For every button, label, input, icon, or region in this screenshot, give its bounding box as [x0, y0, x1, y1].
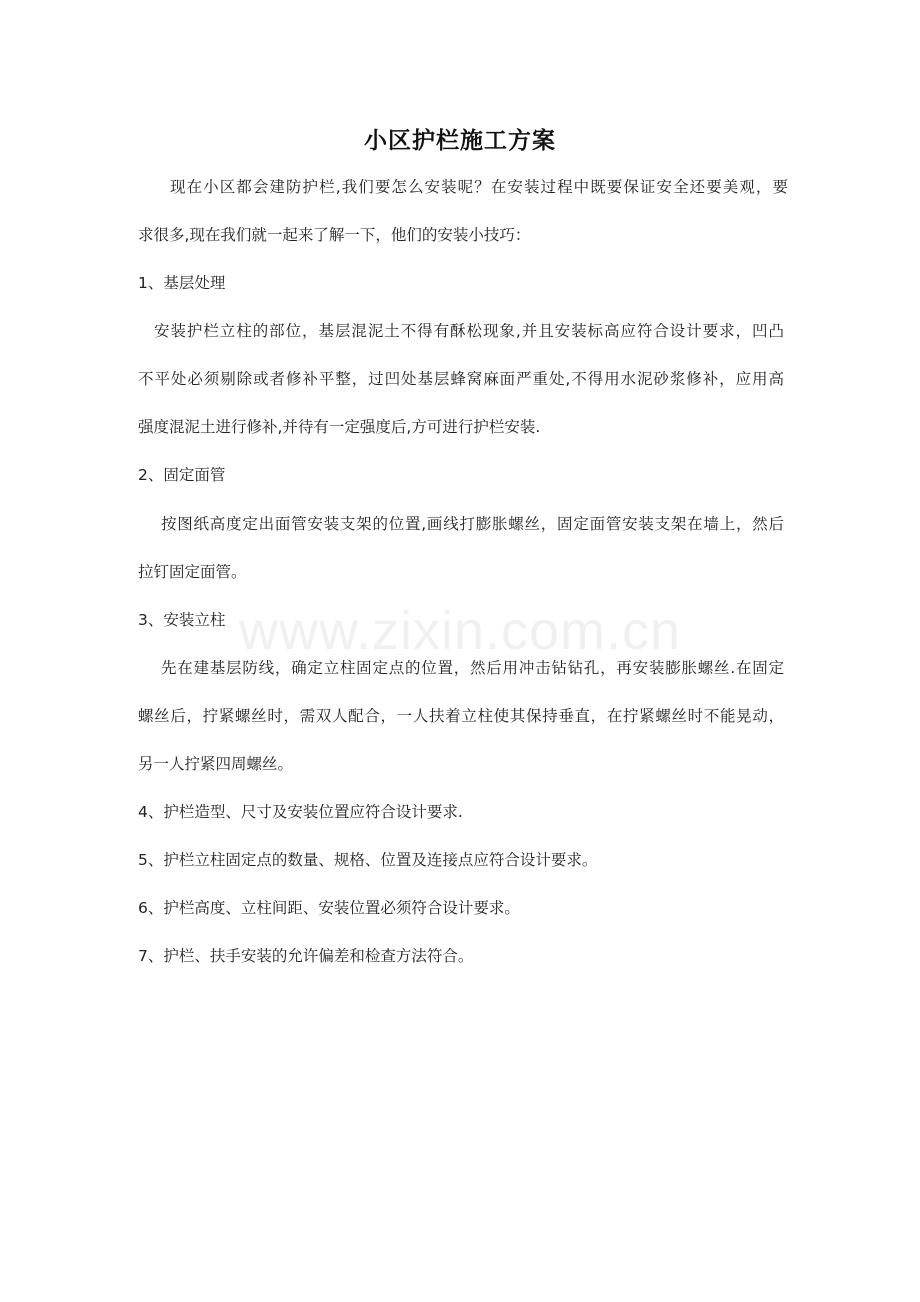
paragraph-line: 强度混泥土进行修补,并待有一定强度后,方可进行护栏安装.	[138, 418, 541, 436]
list-item: 7、护栏、扶手安装的允许偏差和检查方法符合。	[138, 947, 474, 965]
paragraph-line: 先在建基层防线，确定立柱固定点的位置，然后用冲击钻钻孔，再安装膨胀螺丝.在固定	[161, 659, 784, 677]
paragraph-line: 求很多,现在我们就一起来了解一下，他们的安装小技巧：	[138, 226, 531, 244]
paragraph-line: 按图纸高度定出面管安装支架的位置,画线打膨胀螺丝，固定面管安装支架在墙上，然后	[161, 515, 784, 533]
paragraph-line: 不平处必须剔除或者修补平整，过凹处基层蜂窝麻面严重处,不得用水泥砂浆修补，应用高	[138, 370, 784, 388]
list-item: 4、护栏造型、尺寸及安装位置应符合设计要求.	[138, 803, 463, 821]
list-item: 5、护栏立柱固定点的数量、规格、位置及连接点应符合设计要求。	[138, 851, 598, 869]
list-item: 6、护栏高度、立柱间距、安装位置必须符合设计要求。	[138, 899, 520, 917]
section-heading: 3、安装立柱	[138, 611, 226, 629]
paragraph-line: 另一人拧紧四周螺丝。	[138, 755, 294, 773]
paragraph-line: 现在小区都会建防护栏,我们要怎么安装呢？在安装过程中既要保证安全还要美观，要	[170, 178, 788, 196]
watermark: www.zixin.com.cn	[238, 601, 682, 661]
section-heading: 2、固定面管	[138, 466, 226, 484]
section-heading: 1、基层处理	[138, 274, 226, 292]
page-title: 小区护栏施工方案	[364, 128, 556, 154]
paragraph-line: 拉钉固定面管。	[138, 563, 247, 581]
paragraph-line: 安装护栏立柱的部位，基层混泥土不得有酥松现象,并且安装标高应符合设计要求，凹凸	[154, 322, 784, 340]
paragraph-line: 螺丝后，拧紧螺丝时，需双人配合，一人扶着立柱使其保持垂直，在拧紧螺丝时不能晃动，	[138, 707, 784, 725]
